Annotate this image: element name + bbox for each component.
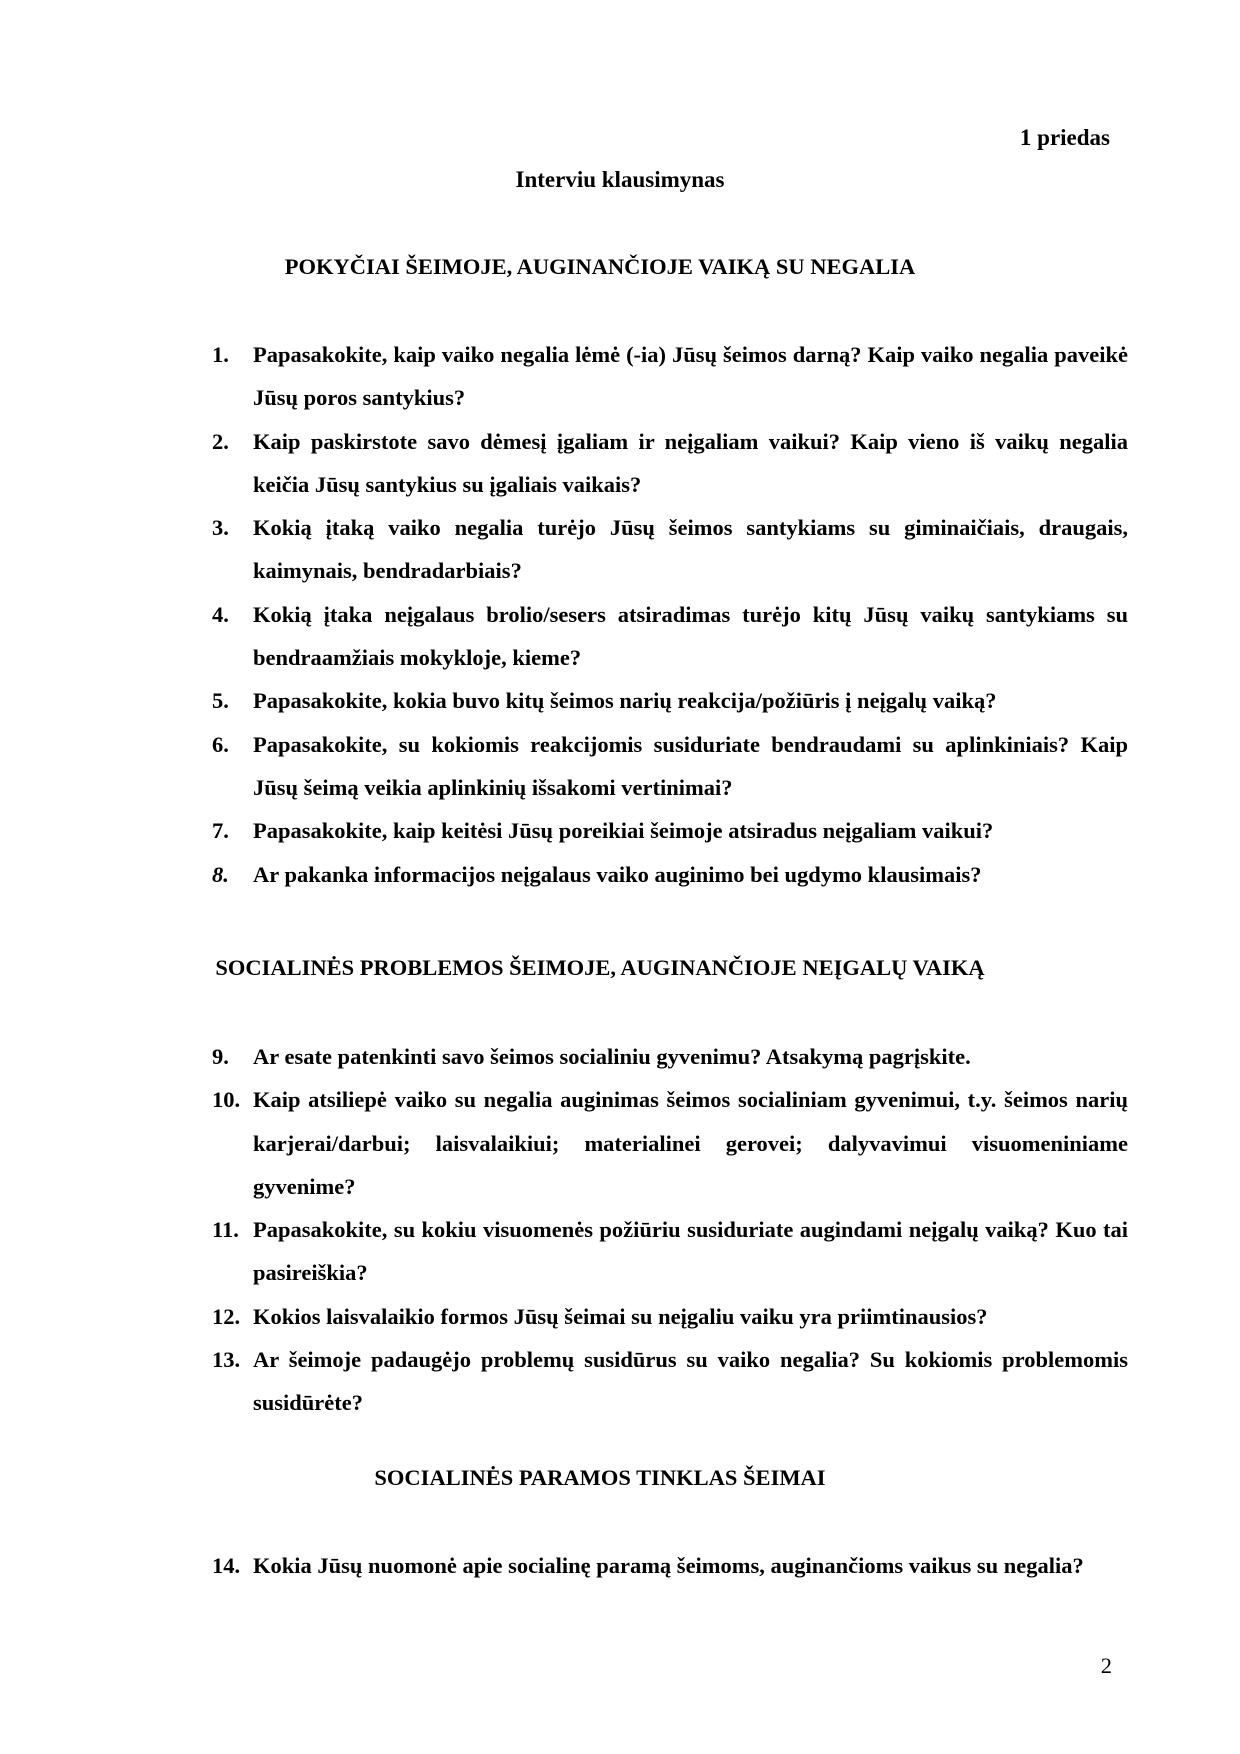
question-number: 11.	[212, 1217, 239, 1243]
question-text: Kaip atsiliepė vaiko su negalia auginimas šeimos socialiniam gyvenimui, t.y. šeimos narių karjerai/darbui; laisvalaikiui; materialinei gerovei; dalyvavimui visuomeniniame gyvenime?	[253, 1087, 1128, 1199]
question-item	[212, 809, 1128, 852]
question-text: Papasakokite, su kokiomis reakcijomis susiduriate bendraudami su aplinkiniais? Kaip Jūsų šeimą veikia aplinkinių išsakomi vertinimai?	[253, 731, 1128, 800]
question-item	[212, 593, 1128, 680]
appendix-label: 1 priedas	[1019, 125, 1110, 150]
question-list-support	[212, 1544, 1128, 1587]
question-number: 12.	[212, 1303, 241, 1329]
question-number: 6.	[212, 731, 229, 757]
question-item	[212, 1035, 1128, 1078]
question-item	[212, 723, 1128, 810]
section-heading-problems: SOCIALINĖS PROBLEMOS ŠEIMOJE, AUGINANČIOJE NEĮGALŲ VAIKĄ	[215, 955, 985, 980]
question-text: Kokia Jūsų nuomonė apie socialinę paramą šeimoms, auginančioms vaikus su negalia?	[253, 1553, 1084, 1578]
page-number: 2	[1100, 1653, 1112, 1678]
question-text: Kokią įtaka neįgalaus brolio/sesers atsiradimas turėjo kitų Jūsų vaikų santykiams su bendraamžiais mokykloje, kieme?	[253, 601, 1128, 671]
question-list-problems	[212, 1035, 1128, 1425]
question-text: Papasakokite, kaip vaiko negalia lėmė (-ia) Jūsų šeimos darną? Kaip vaiko negalia paveikė Jūsų poros santykius?	[253, 342, 1128, 411]
question-item	[212, 679, 1128, 722]
section-heading-support: SOCIALINĖS PARAMOS TINKLAS ŠEIMAI	[374, 1465, 826, 1490]
question-text: Papasakokite, kaip keitėsi Jūsų poreikiai šeimoje atsiradus neįgaliam vaikui?	[253, 818, 994, 844]
question-text: Ar pakanka informacijos neįgalaus vaiko auginimo bei ugdymo klausimais?	[253, 861, 982, 887]
section-heading-changes: POKYČIAI ŠEIMOJE, AUGINANČIOJE VAIKĄ SU NEGALIA	[284, 254, 916, 279]
question-item	[212, 1208, 1128, 1295]
question-number: 3.	[212, 515, 229, 541]
question-list-changes	[212, 333, 1128, 896]
question-item	[212, 1338, 1128, 1425]
question-number: 10.	[212, 1087, 241, 1113]
question-text: Papasakokite, kokia buvo kitų šeimos narių reakcija/požiūris į neįgalų vaiką?	[253, 688, 997, 714]
question-number: 2.	[212, 428, 229, 454]
question-text: Ar šeimoje padaugėjo problemų susidūrus su vaiko negalia? Su kokiomis problemomis susidūrėte?	[253, 1347, 1128, 1416]
question-number: 13.	[212, 1347, 241, 1373]
question-item	[212, 853, 1128, 896]
question-text: Papasakokite, su kokiu visuomenės požiūriu susiduriate augindami neįgalų vaiką? Kuo tai pasireiškia?	[253, 1217, 1128, 1286]
question-number: 8.	[212, 861, 229, 887]
question-number: 5.	[212, 688, 229, 714]
question-text: Ar esate patenkinti savo šeimos socialiniu gyvenimu? Atsakymą pagrįskite.	[253, 1044, 971, 1069]
question-number: 9.	[212, 1044, 229, 1069]
question-number: 1.	[212, 342, 229, 367]
question-item	[212, 420, 1128, 507]
document-title: Interviu klausimynas	[515, 167, 725, 192]
question-text: Kaip paskirstote savo dėmesį įgaliam ir neįgaliam vaikui? Kaip vieno iš vaikų negalia keičia Jūsų santykius su įgaliais vaikais?	[253, 428, 1128, 497]
question-item	[212, 333, 1128, 420]
question-item	[212, 1078, 1128, 1208]
question-number: 4.	[212, 601, 229, 627]
question-item	[212, 506, 1128, 593]
question-item	[212, 1295, 1128, 1338]
question-number: 14.	[212, 1553, 241, 1578]
question-text: Kokios laisvalaikio formos Jūsų šeimai su neįgaliu vaiku yra priimtinausios?	[253, 1303, 988, 1329]
question-item	[212, 1544, 1128, 1587]
question-number: 7.	[212, 818, 229, 844]
question-text: Kokią įtaką vaiko negalia turėjo Jūsų šeimos santykiams su giminaičiais, draugais, kaimynais, bendradarbiais?	[253, 515, 1128, 584]
